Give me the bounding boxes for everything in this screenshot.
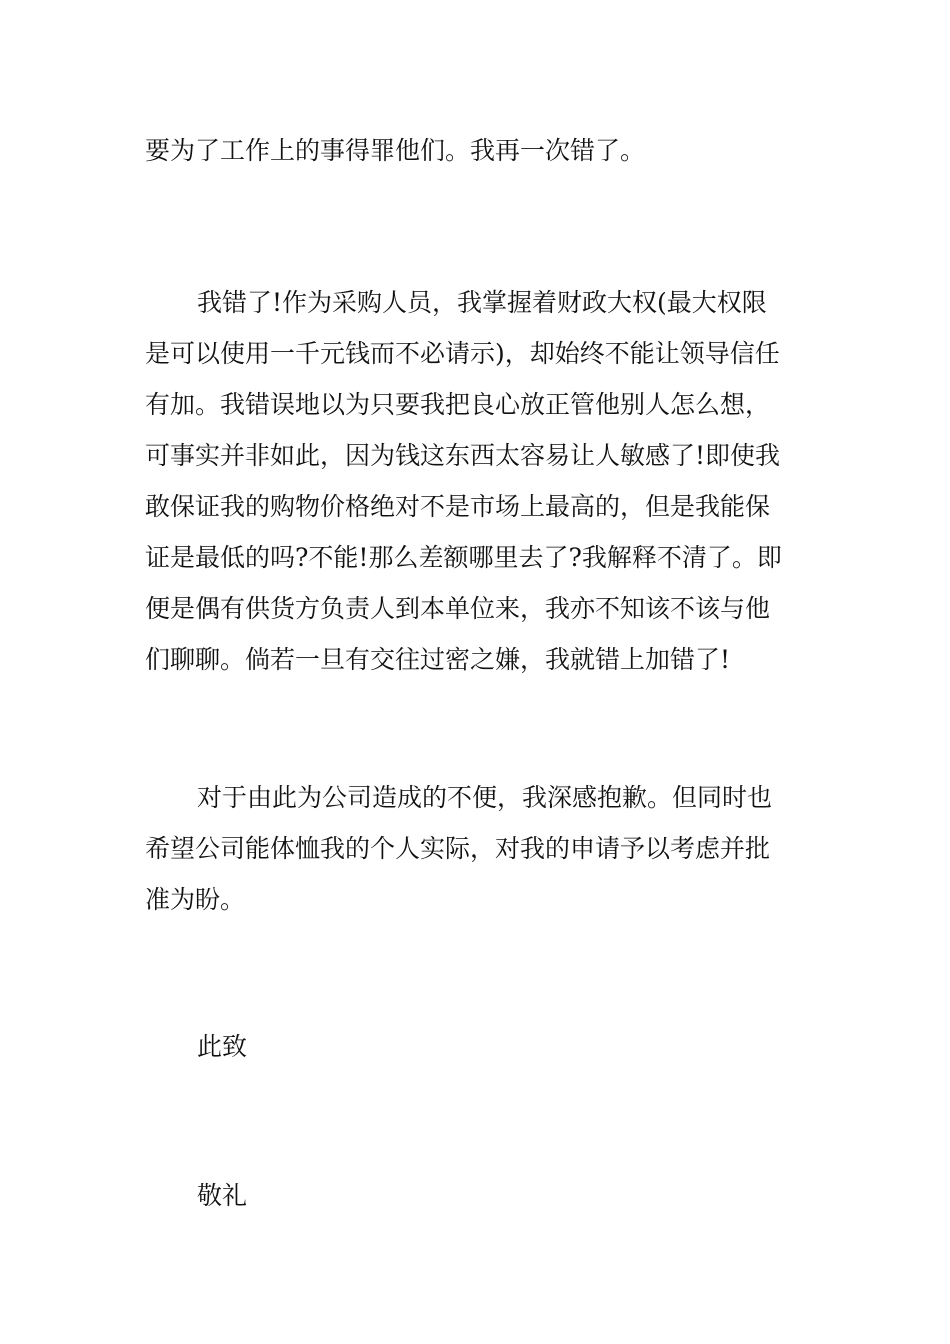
paragraph-2: [145, 277, 810, 685]
closing-salutation: [145, 1021, 810, 1072]
paragraph-line: 对于由此为公司造成的不便，我深感抱歉。但同时也: [197, 783, 773, 812]
paragraph-line: 有加。我错误地以为只要我把良心放正管他别人怎么想，: [145, 390, 771, 419]
paragraph-line: 希望公司能体恤我的个人实际，对我的申请予以考虑并批: [145, 834, 771, 863]
paragraph-line: 们聊聊。倘若一旦有交往过密之嫌，我就错上加错了!: [145, 645, 731, 674]
closing-regards: [145, 1170, 810, 1221]
salutation-text: 此致: [197, 1032, 248, 1061]
regards-text: 敬礼: [197, 1181, 248, 1210]
paragraph-3: [145, 772, 810, 925]
paragraph-line: 我错了!作为采购人员，我掌握着财政大权(最大权限: [197, 288, 767, 317]
paragraph-line: 是可以使用一千元钱而不必请示)，却始终不能让领导信任: [145, 339, 780, 368]
paragraph-1: [145, 125, 810, 176]
paragraph-line: 要为了工作上的事得罪他们。我再一次错了。: [145, 136, 646, 165]
paragraph-line: 准为盼。: [145, 885, 246, 914]
paragraph-line: 证是最低的吗?不能!那么差额哪里去了?我解释不清了。即: [145, 543, 782, 572]
paragraph-line: 便是偶有供货方负责人到本单位来，我亦不知该不该与他: [145, 594, 771, 623]
paragraph-line: 可事实并非如此，因为钱这东西太容易让人敏感了!即使我: [145, 441, 781, 470]
paragraph-line: 敢保证我的购物价格绝对不是市场上最高的，但是我能保: [145, 492, 771, 521]
